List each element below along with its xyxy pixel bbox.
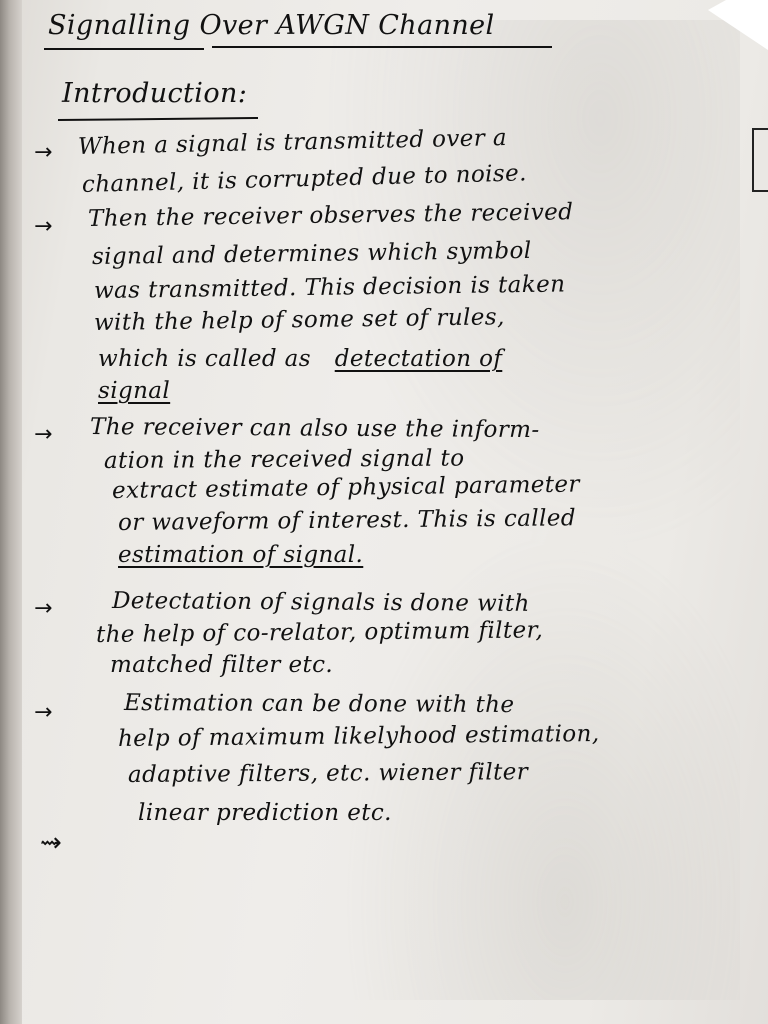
bullet-arrow-icon: → [34, 140, 53, 165]
edge-bracket-mark [752, 128, 768, 192]
bullet-4-line-3: matched filter etc. [110, 652, 334, 678]
bullet-2-line-5 [98, 346, 502, 372]
bullet-2-line-5-text: which is called as [98, 346, 311, 372]
title-underline [44, 48, 204, 50]
bullet-2-line-6: signal [98, 378, 171, 404]
bullet-3-line-1: The receiver can also use the inform- [89, 414, 540, 444]
bullet-1-line-1: When a signal is transmitted over a [77, 125, 508, 160]
bullet-2-line-2: signal and determines which symbol [91, 237, 532, 270]
estimation-term: estimation of signal. [118, 542, 364, 568]
title-underline-2 [212, 46, 552, 48]
bullet-arrow-icon: → [34, 214, 53, 239]
notebook-spine [0, 0, 22, 1024]
bullet-3-line-2: ation in the received signal to [103, 445, 465, 474]
end-arrow-icon: ⇝ [40, 828, 62, 858]
section-heading: Introduction: [62, 78, 248, 109]
bullet-3-line-4: or waveform of interest. This is called [117, 505, 577, 536]
bullet-1-line-2: channel, it is corrupted due to noise. [81, 160, 528, 198]
bullet-arrow-icon: → [34, 596, 53, 621]
bullet-2-line-4: with the help of some set of rules, [93, 304, 505, 336]
bullet-2-line-1: Then the receiver observes the received [87, 199, 574, 232]
bullet-5-line-4: linear prediction etc. [138, 800, 392, 826]
detection-term: detectation of [334, 346, 503, 372]
bullet-4-line-1: Detectation of signals is done with [111, 588, 530, 617]
bullet-5-line-1: Estimation can be done with the [123, 690, 515, 719]
bullet-arrow-icon: → [34, 700, 53, 725]
bullet-5-line-2: help of maximum likelyhood estimation, [117, 720, 600, 752]
page-title: Signalling Over AWGN Channel [48, 10, 495, 41]
bullet-3-line-3: extract estimate of physical parameter [111, 471, 581, 504]
bullet-arrow-icon: → [34, 422, 53, 447]
bullet-5-line-3: adaptive filters, etc. wiener filter [127, 759, 529, 788]
bullet-4-line-2: the help of co-relator, optimum filter, [95, 617, 544, 648]
bullet-2-line-3: was transmitted. This decision is taken [93, 271, 566, 304]
